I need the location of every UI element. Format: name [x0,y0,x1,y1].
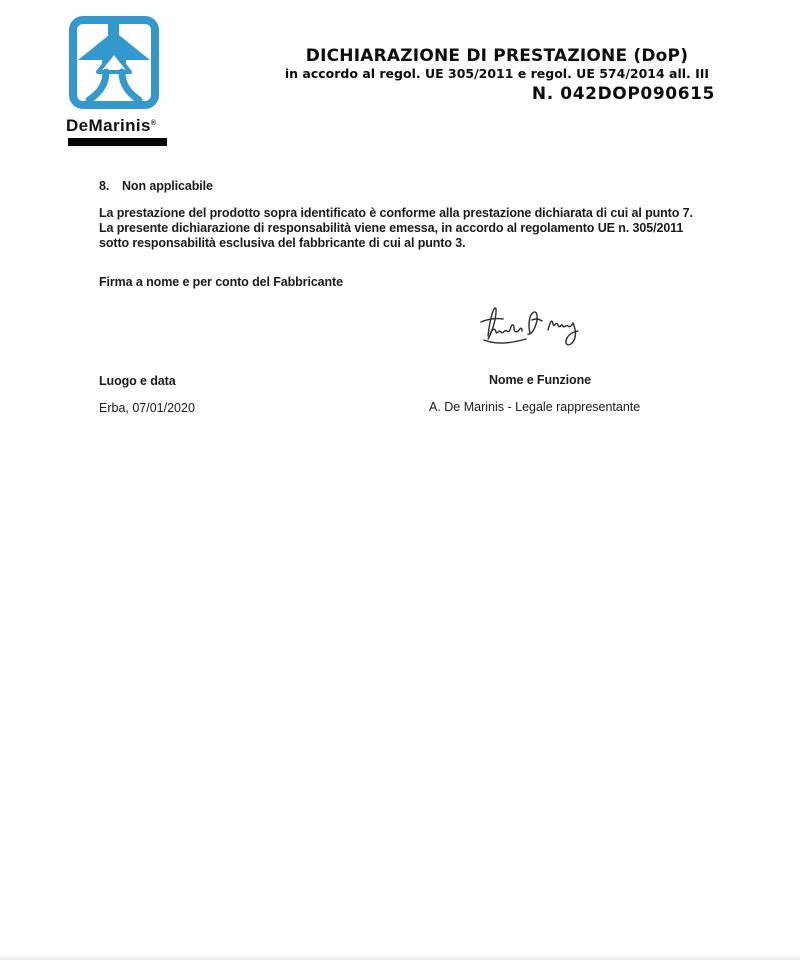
name-function-value: A. De Marinis - Legale rappresentante [429,400,641,414]
conformity-paragraph [99,206,693,251]
place-date-value: Erba, 07/01/2020 [99,401,195,415]
place-date-label: Luogo e data [99,374,176,388]
page-edge-shadow [0,954,800,960]
point-number: 8. [99,179,110,193]
logo-wordmark [66,116,176,136]
document-number: N. 042DOP090615 [531,84,715,104]
signature-caption: Firma a nome e per conto del Fabbricante [99,275,343,289]
registered-mark: ® [150,120,157,127]
point-text: Non applicabile [122,179,213,193]
document-title: DICHIARAZIONE DI PRESTAZIONE (DoP) [305,46,689,66]
demarinis-logo [68,15,160,110]
point-8-line [99,179,213,193]
handwritten-signature [466,300,590,352]
paragraph-line-2: La presente dichiarazione di responsabilità viene emessa, in accordo al regolamento UE n. 305/2011 [99,221,684,235]
document-header [279,47,715,103]
paragraph-line-3: sotto responsabilità esclusiva del fabbricante di cui al punto 3. [99,236,466,250]
brand-name: DeMarinis [66,116,151,135]
signature-icon [466,300,590,352]
document-subtitle: in accordo al regol. UE 305/2011 e regol. UE 574/2014 all. III [284,66,710,81]
house-arrow-icon [68,15,160,110]
logo-underline-bar [68,138,167,146]
name-function-label: Nome e Funzione [489,373,591,387]
paragraph-line-1: La prestazione del prodotto sopra identificato è conforme alla prestazione dichiarata di cui al punto 7. [99,206,693,220]
